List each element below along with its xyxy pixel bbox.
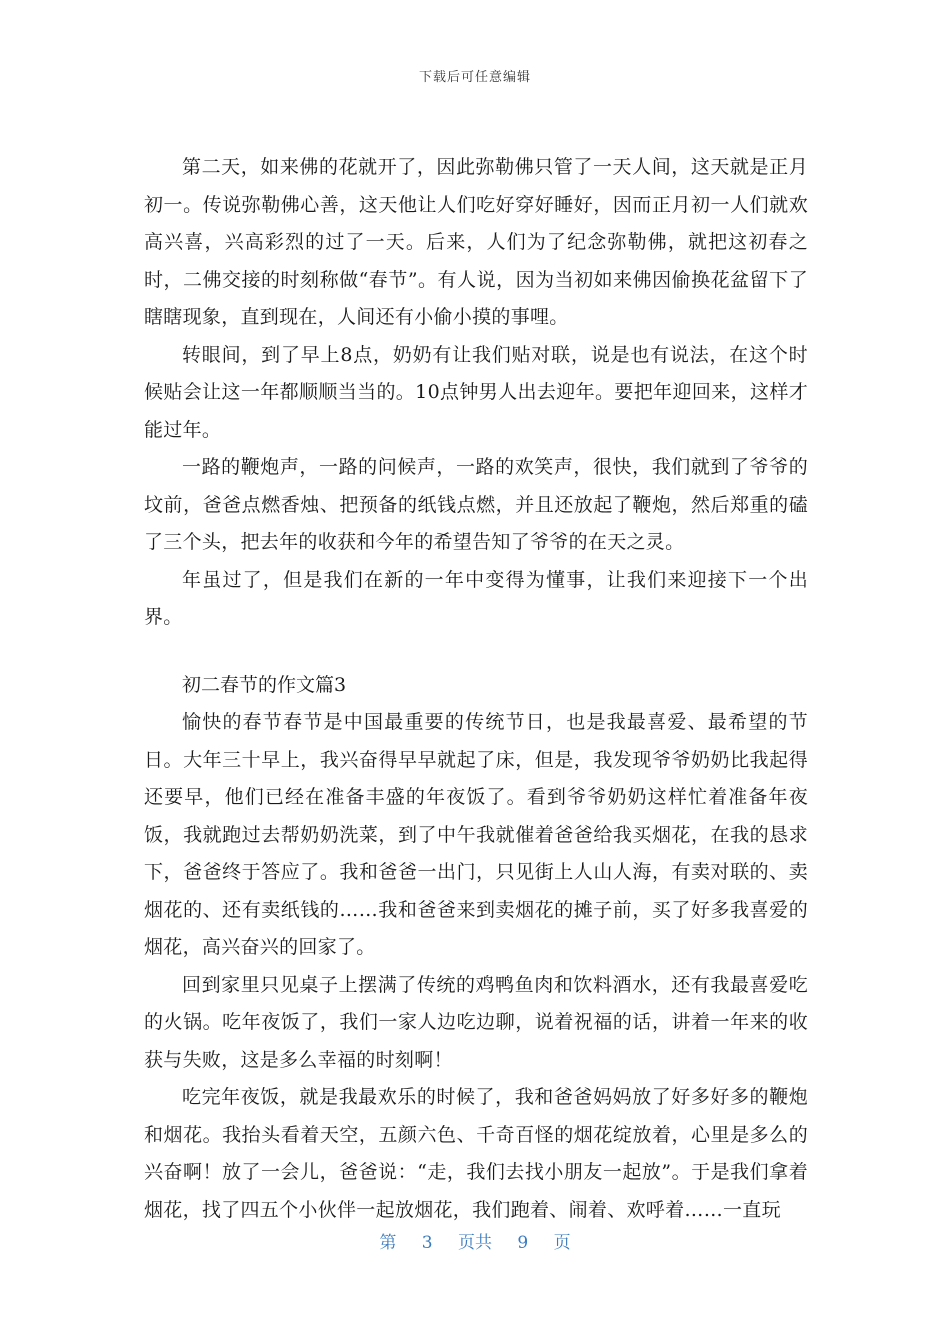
section-title: 初二春节的作文篇3 — [182, 673, 347, 696]
total-pages-number: 9 — [517, 1233, 529, 1253]
document-body — [144, 149, 808, 1229]
total-label: 页共 — [458, 1233, 492, 1253]
paragraph: 吃完年夜饭，就是我最欢乐的时候了，我和爸爸妈妈放了好多好多的鞭炮和烟花。我抬头看着天空，五颜六色、千奇百怪的烟花绽放着，心里是多么的兴奋啊！放了一会儿，爸爸说：“走，我们去找小朋友一起放”。于是我们拿着烟花，找了四五个小伙伴一起放烟花，我们跑着、闹着、欢呼着……一直玩 — [144, 1086, 808, 1221]
page-suffix: 页 — [553, 1233, 571, 1253]
header-note: 下载后可任意编辑 — [418, 70, 531, 85]
paragraph: 愉快的春节春节是中国最重要的传统节日，也是我最喜爱、最希望的节日。大年三十早上，我兴奋得早早就起了床，但是，我发现爷爷奶奶比我起得还要早，他们已经在准备丰盛的年夜饭了。看到爷爷奶奶这样忙着准备年夜饭，我就跑过去帮奶奶洗菜，到了中午我就催着爸爸给我买烟花，在我的恳求下，爸爸终于答应了。我和爸爸一出门，只见街上人山人海，有卖对联的、卖烟花的、还有卖纸钱的……我和爸爸来到卖烟花的摊子前，买了好多我喜爱的烟花，高兴奋兴的回家了。 — [144, 711, 808, 958]
paragraph: 年虽过了，但是我们在新的一年中变得为懂事，让我们来迎接下一个出界。 — [144, 568, 808, 628]
paragraph: 转眼间，到了早上8点，奶奶有让我们贴对联，说是也有说法，在这个时候贴会让这一年都顺顺当当的。10点钟男人出去迎年。要把年迎回来，这样才能过年。 — [144, 343, 808, 441]
section-spacer — [144, 637, 808, 667]
paragraph: 第二天，如来佛的花就开了，因此弥勒佛只管了一天人间，这天就是正月初一。传说弥勒佛心善，这天他让人们吃好穿好睡好，因而正月初一人们就欢高兴喜，兴高彩烈的过了一天。后来，人们为了纪念弥勒佛，就把这初春之时，二佛交接的时刻称做“春节”。有人说，因为当初如来佛因偷换花盆留下了瞎瞎现象，直到现在，人间还有小偷小摸的事哩。 — [144, 156, 808, 328]
paragraph: 一路的鞭炮声，一路的问候声，一路的欢笑声，很快，我们就到了爷爷的坟前，爸爸点燃香烛、把预备的纸钱点燃，并且还放起了鞭炮，然后郑重的磕了三个头，把去年的收获和今年的希望告知了爷爷的在天之灵。 — [144, 456, 808, 553]
page-footer — [0, 1228, 950, 1253]
current-page-number: 3 — [421, 1233, 433, 1253]
paragraph: 回到家里只见桌子上摆满了传统的鸡鸭鱼肉和饮料酒水，还有我最喜爱吃的火锅。吃年夜饭了，我们一家人边吃边聊，说着祝福的话，讲着一年来的收获与失败，这是多么幸福的时刻啊！ — [144, 973, 808, 1071]
page-label: 第 — [379, 1233, 397, 1253]
